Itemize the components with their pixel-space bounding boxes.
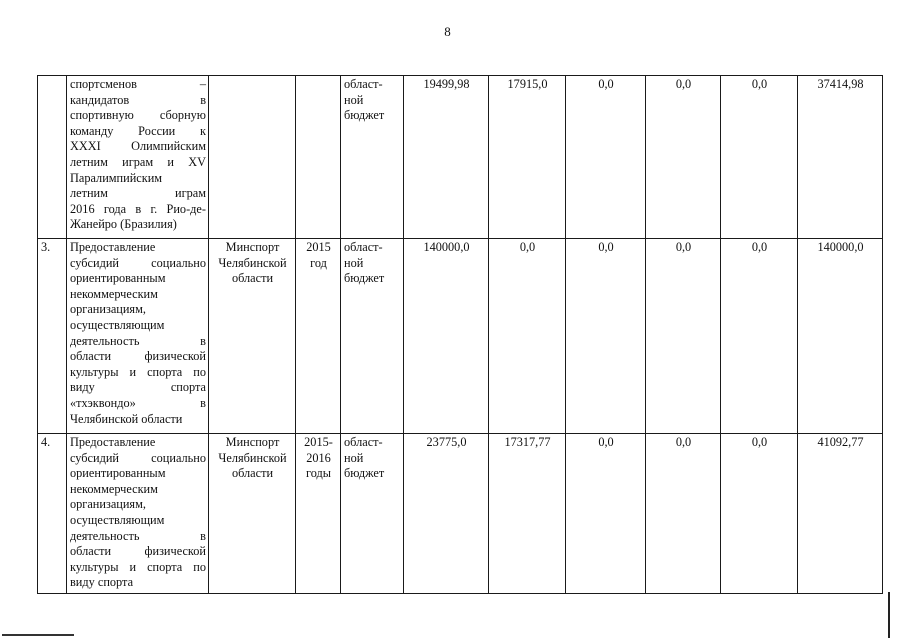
cell-line: ной [344,450,364,465]
cell-line: организациям, [70,497,146,512]
cell-line: летним играм и XV [70,154,206,169]
cell-line: виду спорта [70,575,134,590]
executor-cell [209,76,296,239]
bottom-mark [2,634,74,636]
amount-cell: 0,0 [721,76,798,239]
row-number-cell: 3. [38,239,67,434]
cell-line: области [231,466,274,481]
amount-cell: 0,0 [566,434,646,594]
cell-line: некоммерческим [70,481,158,496]
page-number: 8 [444,24,451,39]
cell-line: некоммерческим [70,286,158,301]
cell-line: ной [344,255,364,270]
cell-line: культуры и спорта по [70,559,206,574]
amount-cell: 0,0 [566,239,646,434]
budget-table [37,75,883,594]
cell-line: област- [344,435,383,449]
cell-line: области физической [70,544,206,559]
table-row [38,239,883,434]
funding-source-cell [341,239,404,434]
table-row [38,434,883,594]
cell-line: «тхэквондо» в [70,395,206,410]
cell-line: ориентированным [70,271,166,286]
amount-cell: 17317,77 [489,434,566,594]
cell-line: летним играм [70,186,206,201]
cell-line: ориентированным [70,466,166,481]
cell-line: области [231,271,274,286]
cell-line: осуществляющим [70,512,165,527]
cell-line: субсидий социально [70,255,206,270]
cell-line: Предоставление [70,435,156,449]
cell-line: годы [305,466,332,481]
cell-line: субсидий социально [70,450,206,465]
cell-line: организациям, [70,302,146,317]
amount-cell: 19499,98 [404,76,489,239]
amount-cell: 140000,0 [404,239,489,434]
table-row [38,76,883,239]
cell-line: 2015- [304,435,333,449]
row-number-cell [38,76,67,239]
term-cell [296,239,341,434]
amount-cell: 41092,77 [798,434,883,594]
measure-name-cell [67,434,209,594]
cell-line: спортивную сборную [70,108,206,123]
funding-source-cell [341,434,404,594]
cell-line: культуры и спорта по [70,364,206,379]
cell-line: Жанейро (Бразилия) [70,217,177,232]
cell-line: области физической [70,349,206,364]
cell-line: 2016 года в г. Рио-де- [70,201,206,216]
amount-cell: 0,0 [489,239,566,434]
amount-cell: 0,0 [721,434,798,594]
amount-cell: 0,0 [566,76,646,239]
amount-cell: 17915,0 [489,76,566,239]
row-number-cell: 4. [38,434,67,594]
cell-line: Предоставление [70,240,156,254]
cell-line: деятельность в [70,333,206,348]
amount-cell: 0,0 [646,76,721,239]
cell-line: област- [344,240,383,254]
cell-line: виду спорта [70,380,206,395]
measure-name-cell [67,76,209,239]
cell-line: ной [344,92,364,107]
cell-line: деятельность в [70,528,206,543]
cell-line: Минспорт [225,240,280,254]
cell-line: бюджет [344,108,385,123]
cell-line: год [310,255,327,270]
amount-cell: 23775,0 [404,434,489,594]
term-cell [296,434,341,594]
cell-line: бюджет [344,271,385,286]
funding-source-cell [341,76,404,239]
amount-cell: 0,0 [646,239,721,434]
term-cell [296,76,341,239]
measure-name-cell [67,239,209,434]
cell-line: осуществляющим [70,317,165,332]
amount-cell: 0,0 [646,434,721,594]
cell-line: Челябинской [218,255,287,270]
executor-cell [209,434,296,594]
cell-line: бюджет [344,466,385,481]
amount-cell: 140000,0 [798,239,883,434]
cell-line: спортсменов – [70,77,206,91]
cell-line: Челябинской [218,450,287,465]
cell-line: 2016 [306,450,331,465]
cell-line: кандидатов в [70,92,206,107]
executor-cell [209,239,296,434]
amount-cell: 0,0 [721,239,798,434]
margin-line [888,592,890,638]
cell-line: 2015 [306,240,331,254]
cell-line: Паралимпийским [70,170,163,185]
cell-line: област- [344,77,383,91]
amount-cell: 37414,98 [798,76,883,239]
cell-line: команду России к [70,123,206,138]
cell-line: Челябинской области [70,411,183,426]
cell-line: XXXI Олимпийским [70,139,206,154]
cell-line: Минспорт [225,435,280,449]
